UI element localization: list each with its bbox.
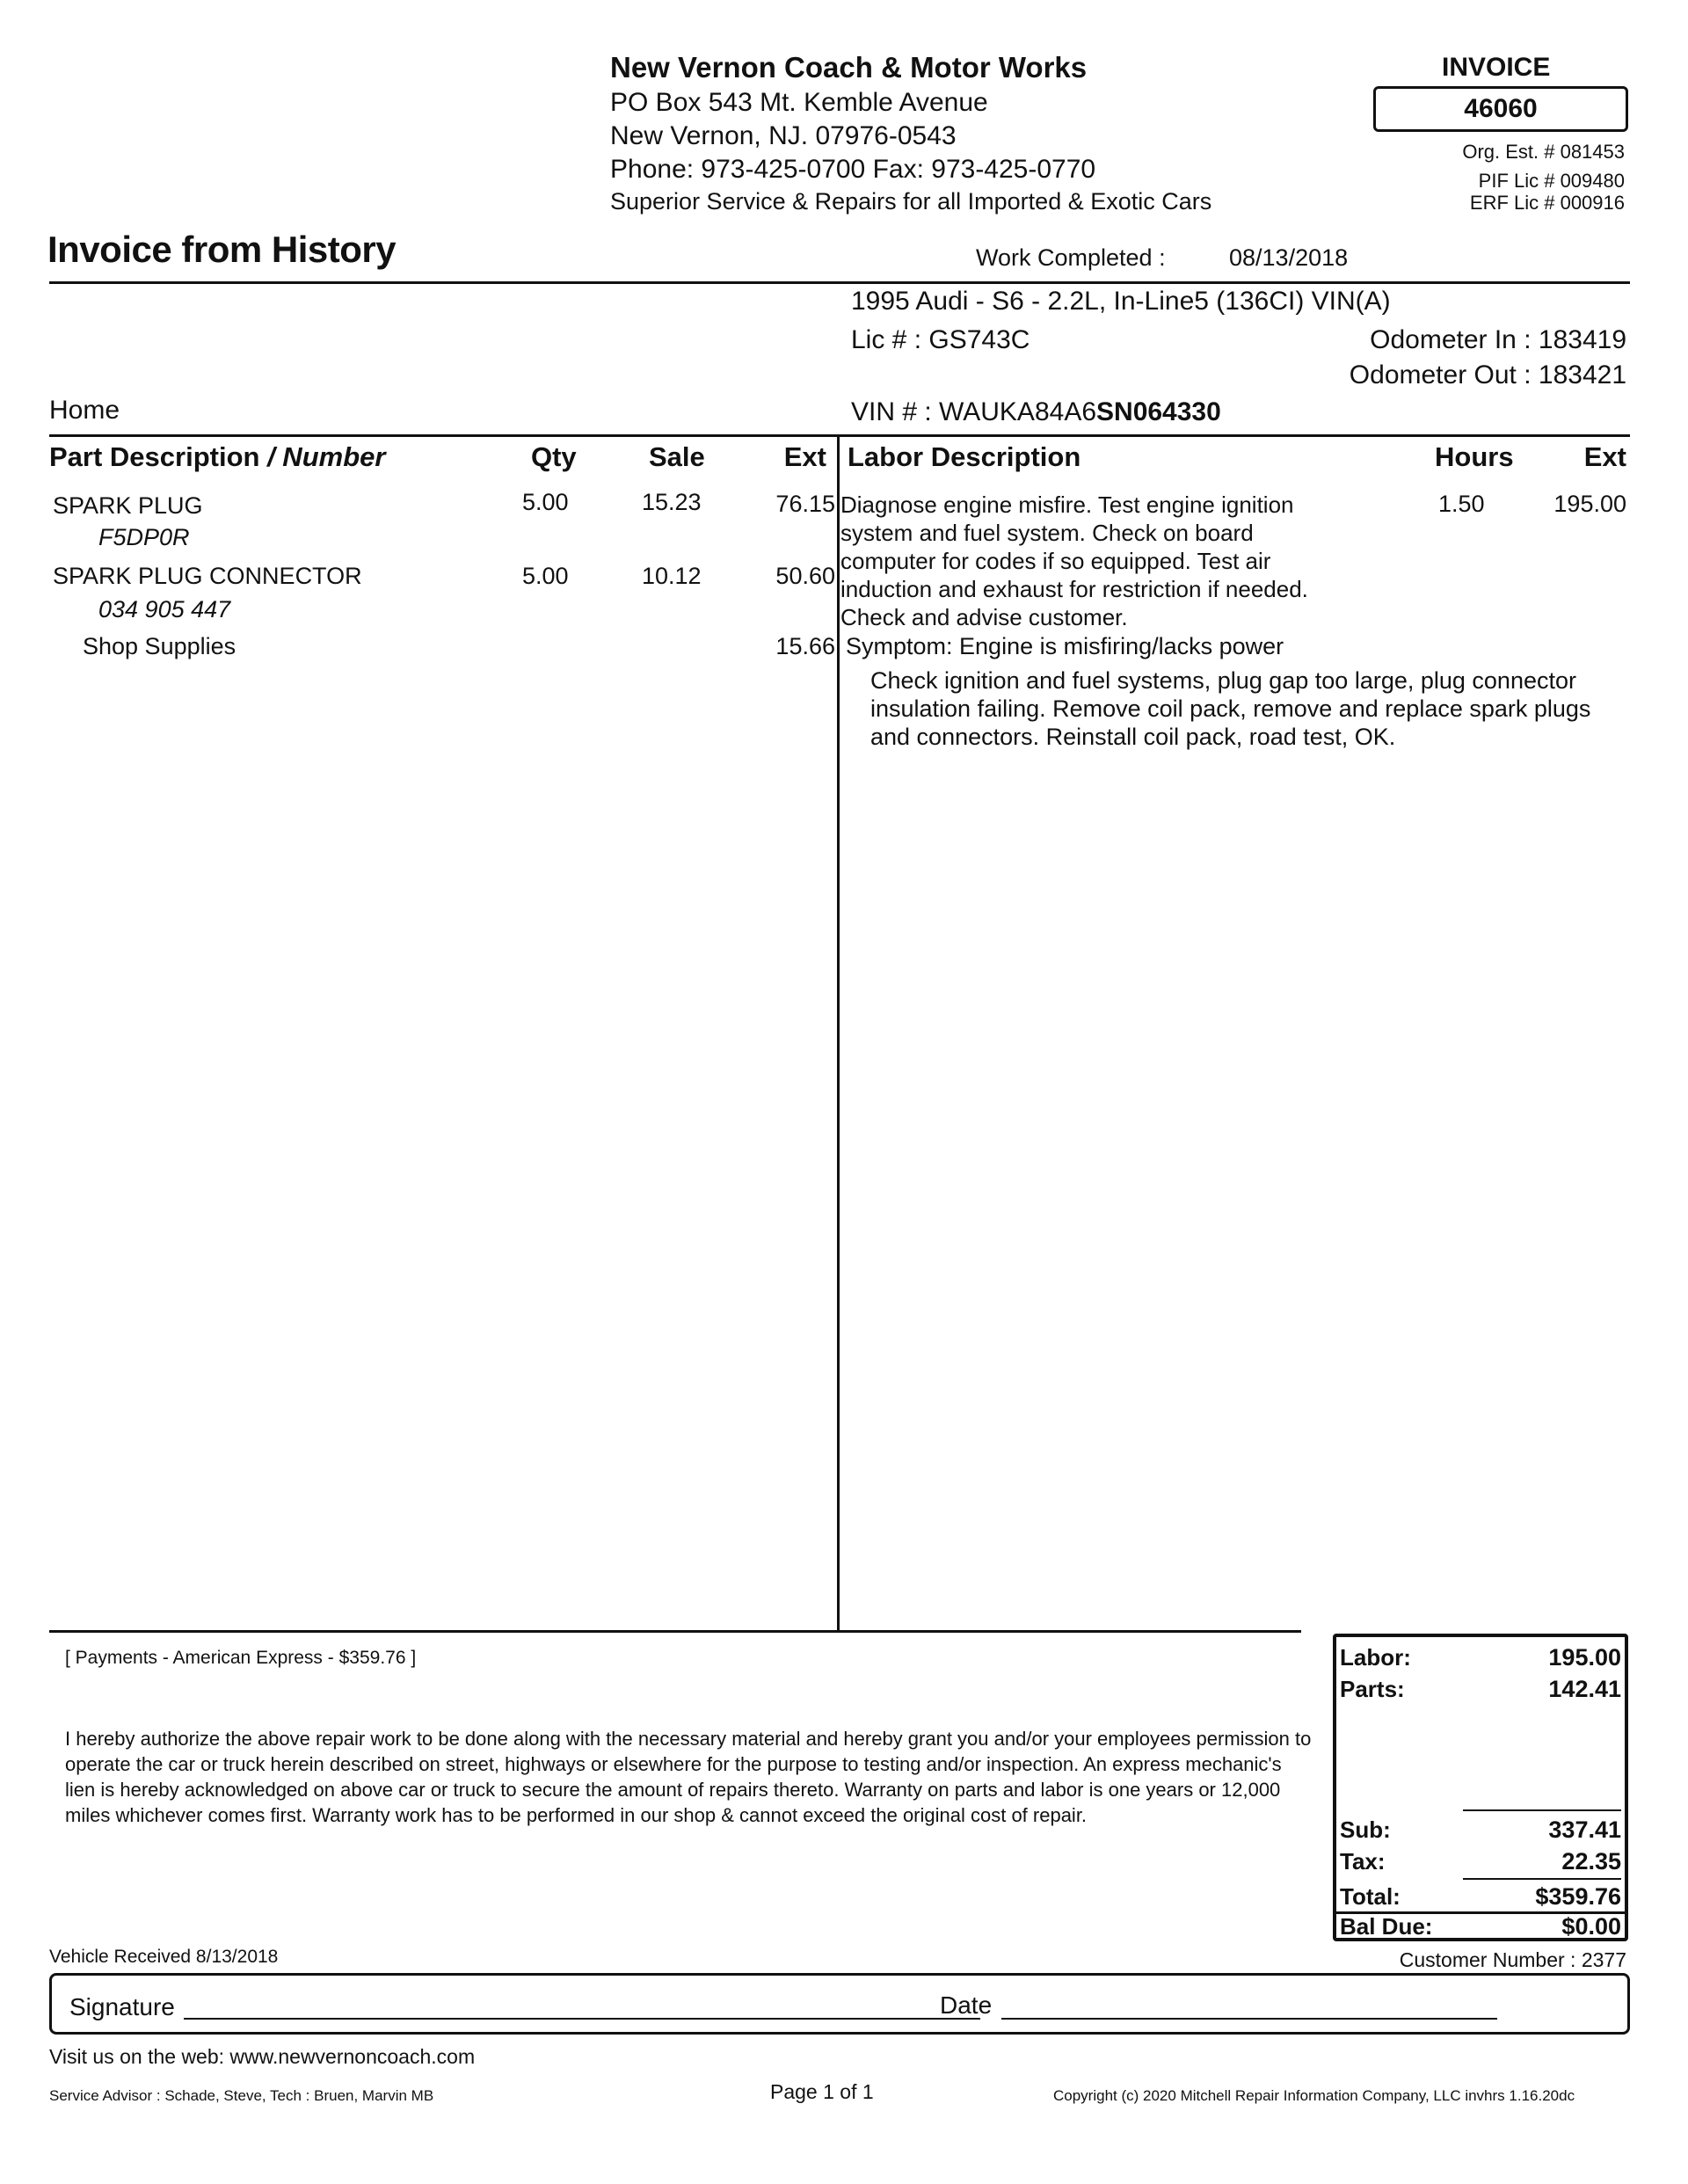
labor-header-description: Labor Description — [848, 441, 1081, 472]
subtotal-label: Sub: — [1340, 1816, 1391, 1843]
date-label: Date — [940, 1991, 993, 2019]
odometer-out-label: Odometer Out : — [1349, 360, 1532, 389]
document-title: Invoice from History — [47, 229, 397, 270]
tax-value: 22.35 — [1561, 1848, 1621, 1875]
bottom-divider — [49, 1630, 1301, 1633]
balance-due-label: Bal Due: — [1340, 1913, 1433, 1940]
part-qty-2: 5.00 — [522, 563, 569, 589]
payments-line: [ Payments - American Express - $359.76 ] — [65, 1648, 417, 1668]
part-number-1: F5DP0R — [98, 524, 190, 550]
signature-box — [49, 1973, 1630, 2035]
invoice-number: 46060 — [1464, 94, 1538, 123]
work-completed-date: 08/13/2018 — [1229, 244, 1349, 271]
odometer-out-value: 183421 — [1538, 360, 1626, 389]
grand-total-label: Total: — [1340, 1883, 1401, 1910]
org-est-number: Org. Est. # 081453 — [1462, 141, 1625, 163]
shop-phone-fax: Phone: 973-425-0700 Fax: 973-425-0770 — [610, 155, 1096, 184]
labor-total-value: 195.00 — [1548, 1644, 1621, 1671]
part-number-2: 034 905 447 — [98, 596, 231, 622]
parts-header-description — [49, 441, 385, 473]
technician-notes: Check ignition and fuel systems, plug gap too large, plug connector insulation failing. Remove coil pack, remove and replace spark plugs and connectors. Reinstall coil pack, road test, OK. — [870, 667, 1591, 750]
total-rule — [1463, 1878, 1621, 1880]
shop-supplies-ext: 15.66 — [775, 633, 835, 659]
labor-description: Diagnose engine misfire. Test engine ignition system and fuel system. Check on board computer for codes if so equipped. Test air induction and exhaust for restriction if needed. Check and advise customer. — [840, 491, 1308, 630]
vin-suffix: SN064330 — [1096, 397, 1221, 426]
part-desc-2: SPARK PLUG CONNECTOR — [53, 563, 362, 589]
service-advisor-tech: Service Advisor : Schade, Steve, Tech : Bruen, Marvin MB — [49, 2087, 434, 2104]
parts-header-sale: Sale — [649, 441, 705, 472]
parts-header-desc-text: Part Description — [49, 441, 260, 472]
labor-header-ext: Ext — [1583, 441, 1626, 472]
totals-box — [1333, 1634, 1628, 1941]
pif-license: PIF Lic # 009480 — [1478, 170, 1625, 192]
labor-header-hours: Hours — [1435, 441, 1514, 472]
license-value: GS743C — [928, 325, 1030, 354]
part-ext-2: 50.60 — [775, 563, 835, 589]
part-qty-1: 5.00 — [522, 489, 569, 515]
shop-supplies-label: Shop Supplies — [83, 633, 236, 659]
vehicle-description: 1995 Audi - S6 - 2.2L, In-Line5 (136CI) VIN(A) — [851, 287, 1391, 316]
column-divider — [837, 436, 840, 1630]
copyright: Copyright (c) 2020 Mitchell Repair Information Company, LLC invhrs 1.16.20dc — [1053, 2087, 1575, 2104]
odometer-out — [1231, 360, 1626, 390]
tax-label: Tax: — [1340, 1848, 1386, 1875]
labor-ext: 195.00 — [1553, 491, 1626, 517]
date-line[interactable] — [1001, 2018, 1497, 2020]
grand-total-value: $359.76 — [1535, 1883, 1621, 1910]
labor-symptom: Symptom: Engine is misfiring/lacks power — [846, 633, 1284, 659]
signature-line[interactable] — [184, 2018, 980, 2020]
parts-header-qty: Qty — [531, 441, 577, 472]
part-sale-2: 10.12 — [642, 563, 702, 589]
shop-name: New Vernon Coach & Motor Works — [610, 51, 1088, 84]
subtotal-value: 337.41 — [1548, 1816, 1621, 1843]
part-ext-1: 76.15 — [775, 491, 835, 517]
shop-address-line-1: PO Box 543 Mt. Kemble Avenue — [610, 88, 988, 117]
odometer-in — [1231, 325, 1626, 355]
erf-license: ERF Lic # 000916 — [1469, 192, 1625, 214]
part-sale-1: 15.23 — [642, 489, 702, 515]
shop-tagline: Superior Service & Repairs for all Imported & Exotic Cars — [610, 188, 1212, 215]
license-plate — [851, 325, 1030, 355]
signature-label: Signature — [69, 1993, 175, 2020]
vehicle-received: Vehicle Received 8/13/2018 — [49, 1947, 279, 1967]
invoice-title: INVOICE — [1442, 53, 1551, 82]
vin-label: VIN # : — [851, 397, 932, 426]
balance-due-value: $0.00 — [1561, 1913, 1621, 1940]
odometer-in-value: 183419 — [1538, 325, 1626, 354]
customer-name: Home — [49, 396, 120, 425]
labor-total-label: Labor: — [1340, 1644, 1411, 1671]
part-desc-1: SPARK PLUG — [53, 492, 203, 519]
authorization-terms: I hereby authorize the above repair work to be done along with the necessary material and hereby grant you and/or your employees permission to operate the car or truck herein described on street, highways or elsewhere for the purpose to testing and/or inspection. An express mechanic's lien is hereby acknowledged on above car or truck to secure the amount of repairs thereto. Warranty on parts and labor is one years or 12,000 miles whichever comes first. Warranty work has to be performed in our shop & cannot exceed the original cost of repair. — [65, 1728, 1312, 1826]
parts-total-value: 142.41 — [1548, 1676, 1621, 1702]
subtotal-rule — [1463, 1809, 1621, 1811]
odometer-in-label: Odometer In : — [1370, 325, 1532, 354]
parts-header-number-text: / Number — [267, 441, 386, 472]
page-number: Page 1 of 1 — [770, 2080, 874, 2103]
parts-header-ext: Ext — [783, 441, 826, 472]
customer-number: Customer Number : 2377 — [1399, 1948, 1626, 1971]
license-label: Lic # : — [851, 325, 922, 354]
vin-prefix: WAUKA84A6 — [939, 397, 1097, 426]
website-line: Visit us on the web: www.newvernoncoach.com — [49, 2045, 476, 2068]
shop-address-line-2: New Vernon, NJ. 07976-0543 — [610, 121, 957, 150]
table-top-divider — [49, 434, 1630, 437]
work-completed-label: Work Completed : — [976, 244, 1166, 271]
header-divider — [49, 281, 1630, 284]
invoice-number-box — [1373, 86, 1628, 132]
labor-hours: 1.50 — [1438, 491, 1485, 517]
vin — [851, 397, 1221, 427]
parts-total-label: Parts: — [1340, 1676, 1405, 1702]
